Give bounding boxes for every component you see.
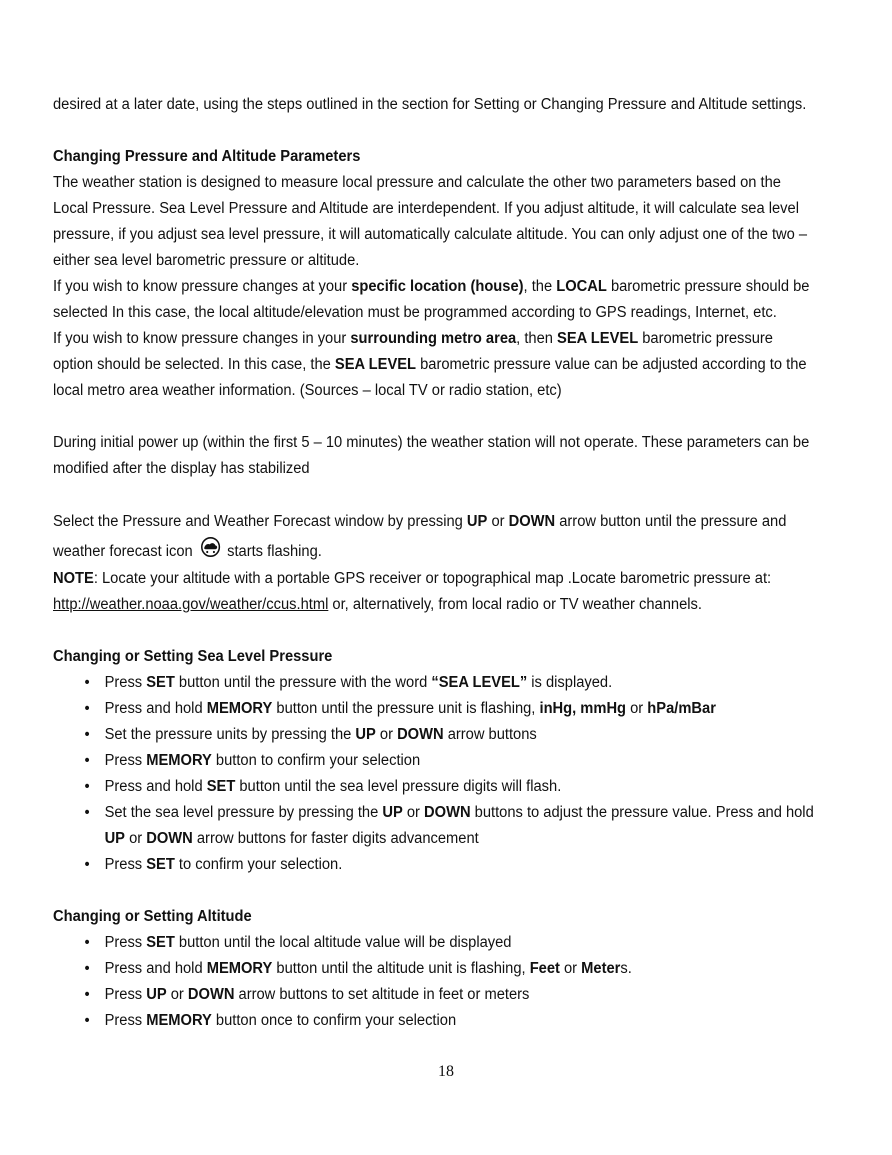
text: or (124, 830, 147, 847)
bullet-icon: • (84, 960, 90, 977)
text: , the (523, 278, 557, 295)
text: or (626, 700, 648, 717)
text: button until the altitude unit is flashing, (272, 960, 530, 977)
text: Press (104, 986, 147, 1003)
text: Press and hold (104, 960, 207, 977)
bullet-icon: • (84, 674, 90, 691)
bold-text: MEMORY (206, 700, 273, 717)
text: Press (104, 1012, 147, 1029)
text: button until the sea level pressure digits will flash. (235, 778, 562, 795)
bold-text: DOWN (397, 726, 444, 743)
text: Set the pressure units by pressing the (104, 726, 356, 743)
text: button until the pressure unit is flashing, (272, 700, 540, 717)
bold-text: UP (355, 726, 376, 743)
bold-text: MEMORY (206, 960, 273, 977)
bullet-icon: • (84, 726, 90, 743)
note-label: NOTE (53, 570, 94, 587)
noaa-weather-link[interactable]: http://weather.noaa.gov/weather/ccus.html (53, 596, 329, 613)
text: Press (104, 856, 147, 873)
text: buttons to adjust the pressure value. Press and hold (470, 804, 814, 821)
text: Press (104, 674, 147, 691)
bold-text: SET (206, 778, 236, 795)
text: barometric pressure option should be selected. In this case, the (53, 330, 773, 373)
bold-text: hPa/mBar (647, 700, 716, 717)
document-page (53, 92, 817, 1034)
text: arrow buttons to set altitude in feet or meters (234, 986, 530, 1003)
text: button until the pressure with the word (174, 674, 432, 691)
section-heading-sea-level: Changing or Setting Sea Level Pressure (53, 648, 333, 665)
text: or (559, 960, 582, 977)
bullet-icon: • (84, 700, 90, 717)
text: is displayed. (527, 674, 613, 691)
spacer (53, 482, 817, 508)
bold-text: MEMORY (146, 1012, 212, 1029)
text: , then (516, 330, 558, 347)
text: Press (104, 934, 147, 951)
bullet-icon: • (84, 1012, 90, 1029)
sea-level-steps-list (53, 670, 817, 878)
list-item (53, 748, 817, 774)
list-item (53, 722, 817, 748)
select-window-paragraph (53, 508, 817, 566)
bold-text: Meter (581, 960, 621, 977)
pressure-description-paragraph: The weather station is designed to measure local pressure and calculate the other two parameters based on the Local Pressure. Sea Level Pressure and Altitude are interdependent. If you adjust altitude, it will calculate sea level pressure, if you adjust sea level pressure, it will automatically calculate altitude. You can only adjust one of the two – either sea level barometric pressure or altitude. (53, 174, 808, 269)
text: Press and hold (104, 700, 207, 717)
spacer (53, 118, 817, 144)
bold-text: UP (382, 804, 403, 821)
bold-text: UP (466, 513, 488, 530)
list-item (53, 1008, 817, 1034)
text: starts flashing. (227, 543, 322, 560)
weather-forecast-icon (200, 536, 221, 558)
bold-text: UP (146, 986, 167, 1003)
bullet-icon: • (84, 752, 90, 769)
page-number: 18 (438, 1063, 454, 1080)
text: or (166, 986, 188, 1003)
altitude-steps-list (53, 930, 817, 1034)
bold-text: LOCAL (556, 278, 607, 295)
text: arrow button until the pressure and weather forecast icon (53, 513, 787, 560)
spacer (53, 404, 817, 430)
list-item (53, 800, 817, 852)
list-item (53, 696, 817, 722)
bold-text: surrounding metro area (350, 330, 517, 347)
text: button until the local altitude value will be displayed (174, 934, 512, 951)
bullet-icon: • (84, 778, 90, 795)
text: or (402, 804, 425, 821)
text: or (487, 513, 509, 530)
section-heading-pressure-altitude: Changing Pressure and Altitude Parameters (53, 148, 361, 165)
list-item (53, 930, 817, 956)
bold-text: DOWN (146, 830, 193, 847)
bold-text: “SEA LEVEL” (431, 674, 528, 691)
bold-text: Feet (529, 960, 560, 977)
bold-text: SET (146, 934, 175, 951)
text: Select the Pressure and Weather Forecast window by pressing (53, 513, 467, 530)
list-item (53, 982, 817, 1008)
bullet-icon: • (84, 856, 90, 873)
text: If you wish to know pressure changes at your (53, 278, 352, 295)
intro-paragraph: desired at a later date, using the steps outlined in the section for Setting or Changing Pressure and Altitude settings. (53, 96, 807, 113)
bold-text: MEMORY (146, 752, 212, 769)
list-item (53, 670, 817, 696)
bold-text: DOWN (187, 986, 235, 1003)
text: arrow buttons for faster digits advancement (192, 830, 479, 847)
bullet-icon: • (84, 986, 90, 1003)
text: button once to confirm your selection (211, 1012, 457, 1029)
spacer (53, 618, 817, 644)
text: barometric pressure value can be adjusted according to the local metro area weather information. (Sources – local TV or radio station, etc) (53, 356, 807, 399)
list-item (53, 852, 817, 878)
text: arrow buttons (443, 726, 537, 743)
bold-text: SET (146, 674, 175, 691)
spacer (53, 878, 817, 904)
text: Press and hold (104, 778, 207, 795)
bold-text: SEA LEVEL (557, 330, 639, 347)
bullet-icon: • (84, 934, 90, 951)
text: If you wish to know pressure changes in your (53, 330, 351, 347)
bold-text: SEA LEVEL (334, 356, 417, 373)
text: to confirm your selection. (174, 856, 343, 873)
text: barometric pressure should be selected In this case, the local altitude/elevation must be programmed according to GPS readings, Internet, etc. (53, 278, 810, 321)
bold-text: inHg, mmHg (539, 700, 627, 717)
list-item (53, 774, 817, 800)
text: Set the sea level pressure by pressing the (104, 804, 383, 821)
text: or (375, 726, 398, 743)
bold-text: UP (104, 830, 125, 847)
section-heading-altitude: Changing or Setting Altitude (53, 908, 252, 925)
bullet-icon: • (84, 804, 90, 821)
note-paragraph (53, 566, 817, 618)
bold-text: specific location (house) (351, 278, 524, 295)
bold-text: DOWN (508, 513, 556, 530)
bold-text: DOWN (424, 804, 471, 821)
text: or, alternatively, from local radio or TV weather channels. (328, 596, 702, 613)
sea-level-paragraph (53, 326, 817, 404)
bold-text: SET (146, 856, 175, 873)
list-item (53, 956, 817, 982)
power-up-paragraph: During initial power up (within the first 5 – 10 minutes) the weather station will not operate. These parameters can be modified after the display has stabilized (53, 434, 810, 477)
local-pressure-paragraph (53, 274, 817, 326)
text: s. (620, 960, 632, 977)
text: Press (104, 752, 147, 769)
text: : Locate your altitude with a portable GPS receiver or topographical map .Locate barometric pressure at: (93, 570, 772, 587)
text: button to confirm your selection (211, 752, 421, 769)
